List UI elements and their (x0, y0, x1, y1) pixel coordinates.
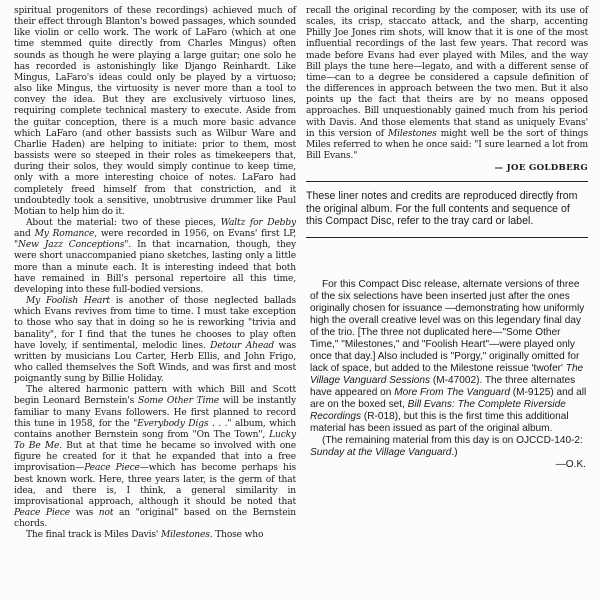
divider-bottom (306, 237, 588, 238)
paragraph-milestones: The final track is Miles Davis' Milestones. Those who (26, 530, 264, 541)
cd-credit: —O.K. (555, 459, 586, 471)
reproduction-note: These liner notes and credits are reproduced directly from the original album. For the full contents and sequence of this Compact Disc, refer to the tray card or label. (306, 190, 578, 228)
paragraph-material: About the material: two of these pieces, Waltz for Debby and My Romance, were recorded in 1956, on Evans' first LP, "New Jazz Conceptions". In that incarnation, though, they were short unaccompanied piano sketches, lasting only a little more than a minute each. It is interesting indeed that both have remained in Bill's personal repertoire all this time, developing into these full-bodied versions. (14, 217, 297, 295)
author-signature: — JOE GOLDBERG (494, 163, 588, 174)
right-essay (306, 6, 588, 174)
paragraph-some-other-time: The altered harmonic pattern with which Bill and Scott begin Leonard Bernstein's Some Other Time will be instantly familiar to many Evans followers. He first planned to record this tune in 1958, for the "Everybody Digs . . ." album, which contains another Bernstein song from "On The Town", Lucky To Be Me. But at that time he became so involved with one figure he created for it that he expanded that into a free improvisation—Peace Piece—which has become perhaps his best known work. Here, three years later, is the germ of that idea, and there is, I think, a general similarity in improvisational approach, although it should be noted that Peace Piece was not an "original" based on the Bernstein chords. (14, 385, 296, 530)
left-column (14, 6, 296, 542)
paragraph-milestones-cont: recall the original recording by the composer, with its use of scales, its crisp, staccato attack, and the sharp, accenting Philly Joe Jones rim shots, will know that it is one of the most influential recordings of the last few years. That record was made before Evans had ever played with Miles, and the way Bill plays the tune here—legato, and with a different sense of time—can to a degree be considered a capsule definition of the differences in approach between the two men. But it also points up the fact that theirs are by no means opposed approaches. Bill unquestionably gained much from his period with Davis. And those elements that stand as uniquely Evans' in this version of Milestones might well be the sort of things Miles referred to when he once said: "I sure learned a lot from Bill Evans." (306, 6, 588, 162)
paragraph-remaining-material: (The remaining material from this day is on OJCCD-140-2: Sunday at the Village Vanguard.) (310, 435, 583, 459)
paragraph-cd-release: For this Compact Disc release, alternate versions of three of the six selections have been inserted just after the ones originally chosen for issuance —demonstrating how uniformly high the overall creative level was on this legendary final day of the trio. [The three not duplicated here—"Some Other Time," "Milestones," and "Foolish Heart"—were played only once that day.] Also included is "Porgy," originally omitted for lack of space, but added to the Milestone reissue 'twofer' The Village Vanguard Sessions (M-47002). The three alternates have appeared on More From The Vanguard (M-9125) and all are on the boxed set, Bill Evans: The Complete Riverside Recordings (R-018), but this is the first time this additional material has been issued as part of the original album. (310, 278, 587, 435)
paragraph-lafaro: spiritual progenitors of these recordings) achieved much of their effect through Blanton's bowed passages, which sounded like violin or cello work. The work of LaFaro (which at one time stemmed quite directly from Charles Mingus) often sounds as though he were playing a large guitar; one solo he has recorded is astonishingly like Django Reinhardt. Like Mingus, LaFaro's ideas could only be played by a virtuoso; also like Mingus, the virtuosity is never more than a tool to convey the idea. But they are exclusively virtuoso lines, requiring complete technical mastery to execute. Aside from the guitar conception, there is a much more basic advance which LaFaro (and other bassists such as Wilbur Ware and Charlie Haden) are helping to initiate: prior to them, most bassists were so steeped in their roles as timekeepers that, during their solos, they would simply continue to keep time, only with a more interesting choice of notes. LaFaro had completely freed himself from that constriction, and it undoubtedly took a sensitive, unobtrusive drummer like Paul Motian to help him do it. (14, 6, 296, 217)
right-column (306, 6, 588, 471)
paragraph-foolish-heart: My Foolish Heart is another of those neglected ballads which Evans revives from time to time. I must take exception to those who say that in doing so he is reworking "trivia and banality", for I find that the tunes he chooses to play often have lovely, if sentimental, melodic lines. Detour Ahead was written by musicians Lou Carter, Herb Ellis, and John Frigo, who called themselves the Soft Winds, and was first and most poignantly sung by Billie Holiday. (14, 296, 297, 385)
cd-release-notes (306, 279, 588, 472)
